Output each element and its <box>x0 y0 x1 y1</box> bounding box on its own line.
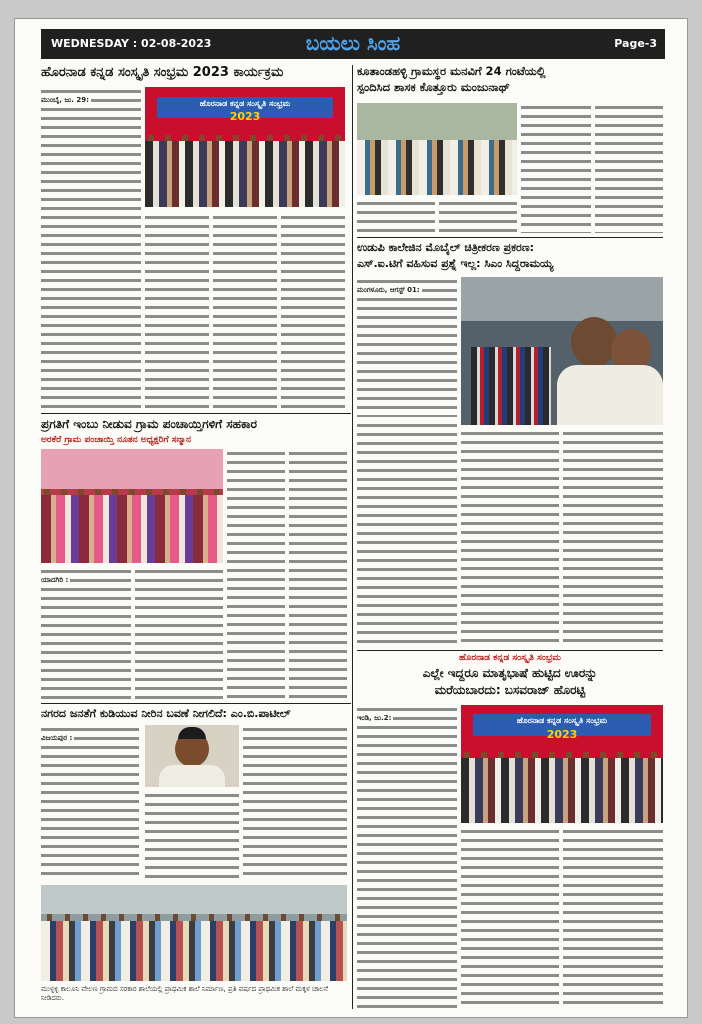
article-1-body-col-3 <box>213 213 277 410</box>
article-5-body-col-1 <box>41 725 139 881</box>
page-number: Page-3 <box>614 37 657 50</box>
separator <box>357 237 663 238</box>
article-2-body-col-3 <box>521 103 591 233</box>
article-4-dateline: ಯಾದಗಿರಿ : <box>41 576 69 584</box>
article-4-photo <box>41 449 223 563</box>
article-3-headline-line-2: ಎಸ್.ಐ.ಟಿಗೆ ವಹಿಸುವ ಪ್ರಶ್ನೆ ಇಲ್ಲ: ಸಿಎಂ ಸಿದ್ದರಾಮಯ್ಯ <box>357 257 554 270</box>
article-1-body-col-1 <box>41 87 141 410</box>
article-6-headline-line-1: ಎಲ್ಲೇ ಇದ್ದರೂ ಮಾತೃಭಾಷೆ ಹುಟ್ಟಿದ ಊರನ್ನು <box>422 666 598 680</box>
masthead <box>41 29 665 59</box>
article-1-photo <box>145 87 345 207</box>
article-5-body-col-3 <box>243 725 347 881</box>
newspaper-page <box>14 18 688 1018</box>
article-5-dateline: ವಿಜಯಪುರ : <box>41 734 73 742</box>
article-3-headline-line-1: ಉಡುಪಿ ಕಾಲೇಜಿನ ಮೊಬೈಲ್ ಚಿತ್ರೀಕರಣ ಪ್ರಕರಣ: <box>357 241 535 254</box>
article-5-portrait-photo <box>145 725 239 787</box>
article-3-dateline: ಮಂಗಳೂರು, ಆಗಸ್ಟ್ 01: <box>357 286 420 294</box>
article-1-body-col-2 <box>145 213 209 410</box>
article-2-headline-line-2: ಸ್ಪಂದಿಸಿದ ಶಾಸಕ ಕೊತ್ತೂರು ಮಂಜುನಾಥ್ <box>357 80 510 94</box>
column-divider <box>352 65 353 1009</box>
article-3-photo <box>461 277 663 425</box>
article-4-body-col-4 <box>289 449 347 700</box>
article-6-body-col-3 <box>563 827 663 1009</box>
article-4-body-col-2 <box>135 567 223 700</box>
article-4-body-col-3 <box>227 449 285 700</box>
article-6-photo <box>461 705 663 823</box>
separator <box>41 413 351 414</box>
article-4-body-col-1 <box>41 567 131 700</box>
article-2-photo <box>357 103 517 195</box>
article-2-body-col-2 <box>439 199 517 233</box>
event-banner: ಹೊರನಾಡ ಕನ್ನಡ ಸಂಸ್ಕೃತಿ ಸಂಭ್ರಮ 2023 <box>473 714 651 735</box>
article-2-headline-line-1: ಕೂತಾಂಡಹಳ್ಳಿ ಗ್ರಾಮಸ್ಥರ ಮನವಿಗೆ 24 ಗಂಟೆಯಲ್ಲಿ <box>357 64 546 78</box>
article-6-headline-line-2: ಮರೆಯಬಾರದು: ಬಸವರಾಜ್ ಹೊರಟ್ಟಿ <box>434 683 586 697</box>
article-2-body-col-1 <box>357 199 435 233</box>
article-6-body-col-1 <box>357 705 457 1009</box>
newspaper-title: ಬಯಲು ಸಿಂಹ <box>305 31 401 55</box>
article-5-body-col-2 <box>145 791 239 881</box>
article-1-headline: ಹೊರನಾಡ ಕನ್ನಡ ಸಂಸ್ಕೃತಿ ಸಂಭ್ರಮ 2023 ಕಾರ್ಯಕ್ರಮ <box>41 65 284 80</box>
article-2-body-col-4 <box>595 103 663 233</box>
separator <box>357 650 663 651</box>
article-3-body-col-4 <box>563 429 663 647</box>
article-6-body-col-2 <box>461 827 559 1009</box>
article-3-body-col-3 <box>461 429 559 647</box>
article-7-caption: ಮುಳ್ಳಳ್ಳಿ ಕಾಲೂನಿ ವೇಲಣ ಗ್ರಾಮದ ಸರಕಾರ ಶಾಲೆಯಲ್ಲಿ ಪ್ರಾಥಮಿಕ ಶಾಲೆ ನಿರ್ಮಾಣ, ಪ್ರತಿ ವರ್ಷದ ಪ್ರಾಥಮಿಕ ಶಾಲೆ ಮಕ್ಕಳ ಚಾಲನೆ ನೀಡಿದರು. <box>41 985 328 1002</box>
article-5-headline: ನಗರದ ಜನತೆಗೆ ಕುಡಿಯುವ ನೀರಿನ ಬವಣೆ ನೀಗಲಿದೆ: ಎಂ.ಬಿ.ಪಾಟೀಲ್ <box>41 707 291 720</box>
separator <box>41 703 351 704</box>
article-1-body-col-4 <box>281 213 345 410</box>
article-1-dateline: ಮುಂಬೈ, ಜು. 29: <box>41 96 89 104</box>
event-banner: ಹೊರನಾಡ ಕನ್ನಡ ಸಂಸ್ಕೃತಿ ಸಂಭ್ರಮ 2023 <box>157 97 333 119</box>
article-3-body-col-1 <box>357 277 457 417</box>
article-6-kicker: ಹೊರನಾಡ ಕನ್ನಡ ಸಂಸ್ಕೃತಿ ಸಂಭ್ರಮ <box>459 653 561 663</box>
article-4-subheadline: ಅರಕೆರೆ ಗ್ರಾಮ ಪಂಚಾಯ್ತಿ ನೂತನ ಅಧ್ಯಕ್ಷರಿಗೆ ಸನ್ಮಾನ <box>41 435 191 445</box>
article-7-photo <box>41 885 347 981</box>
article-4-headline: ಪ್ರಗತಿಗೆ ಇಂಬು ನೀಡುವ ಗ್ರಾಮ ಪಂಚಾಯ್ತಿಗಳಿಗೆ ಸಹಕಾರ <box>41 417 257 431</box>
issue-date: WEDNESDAY : 02-08-2023 <box>51 37 212 50</box>
article-6-dateline: ಇಂಡಿ, ಜು.2: <box>357 714 392 722</box>
article-3-body-col-2 <box>357 421 457 647</box>
